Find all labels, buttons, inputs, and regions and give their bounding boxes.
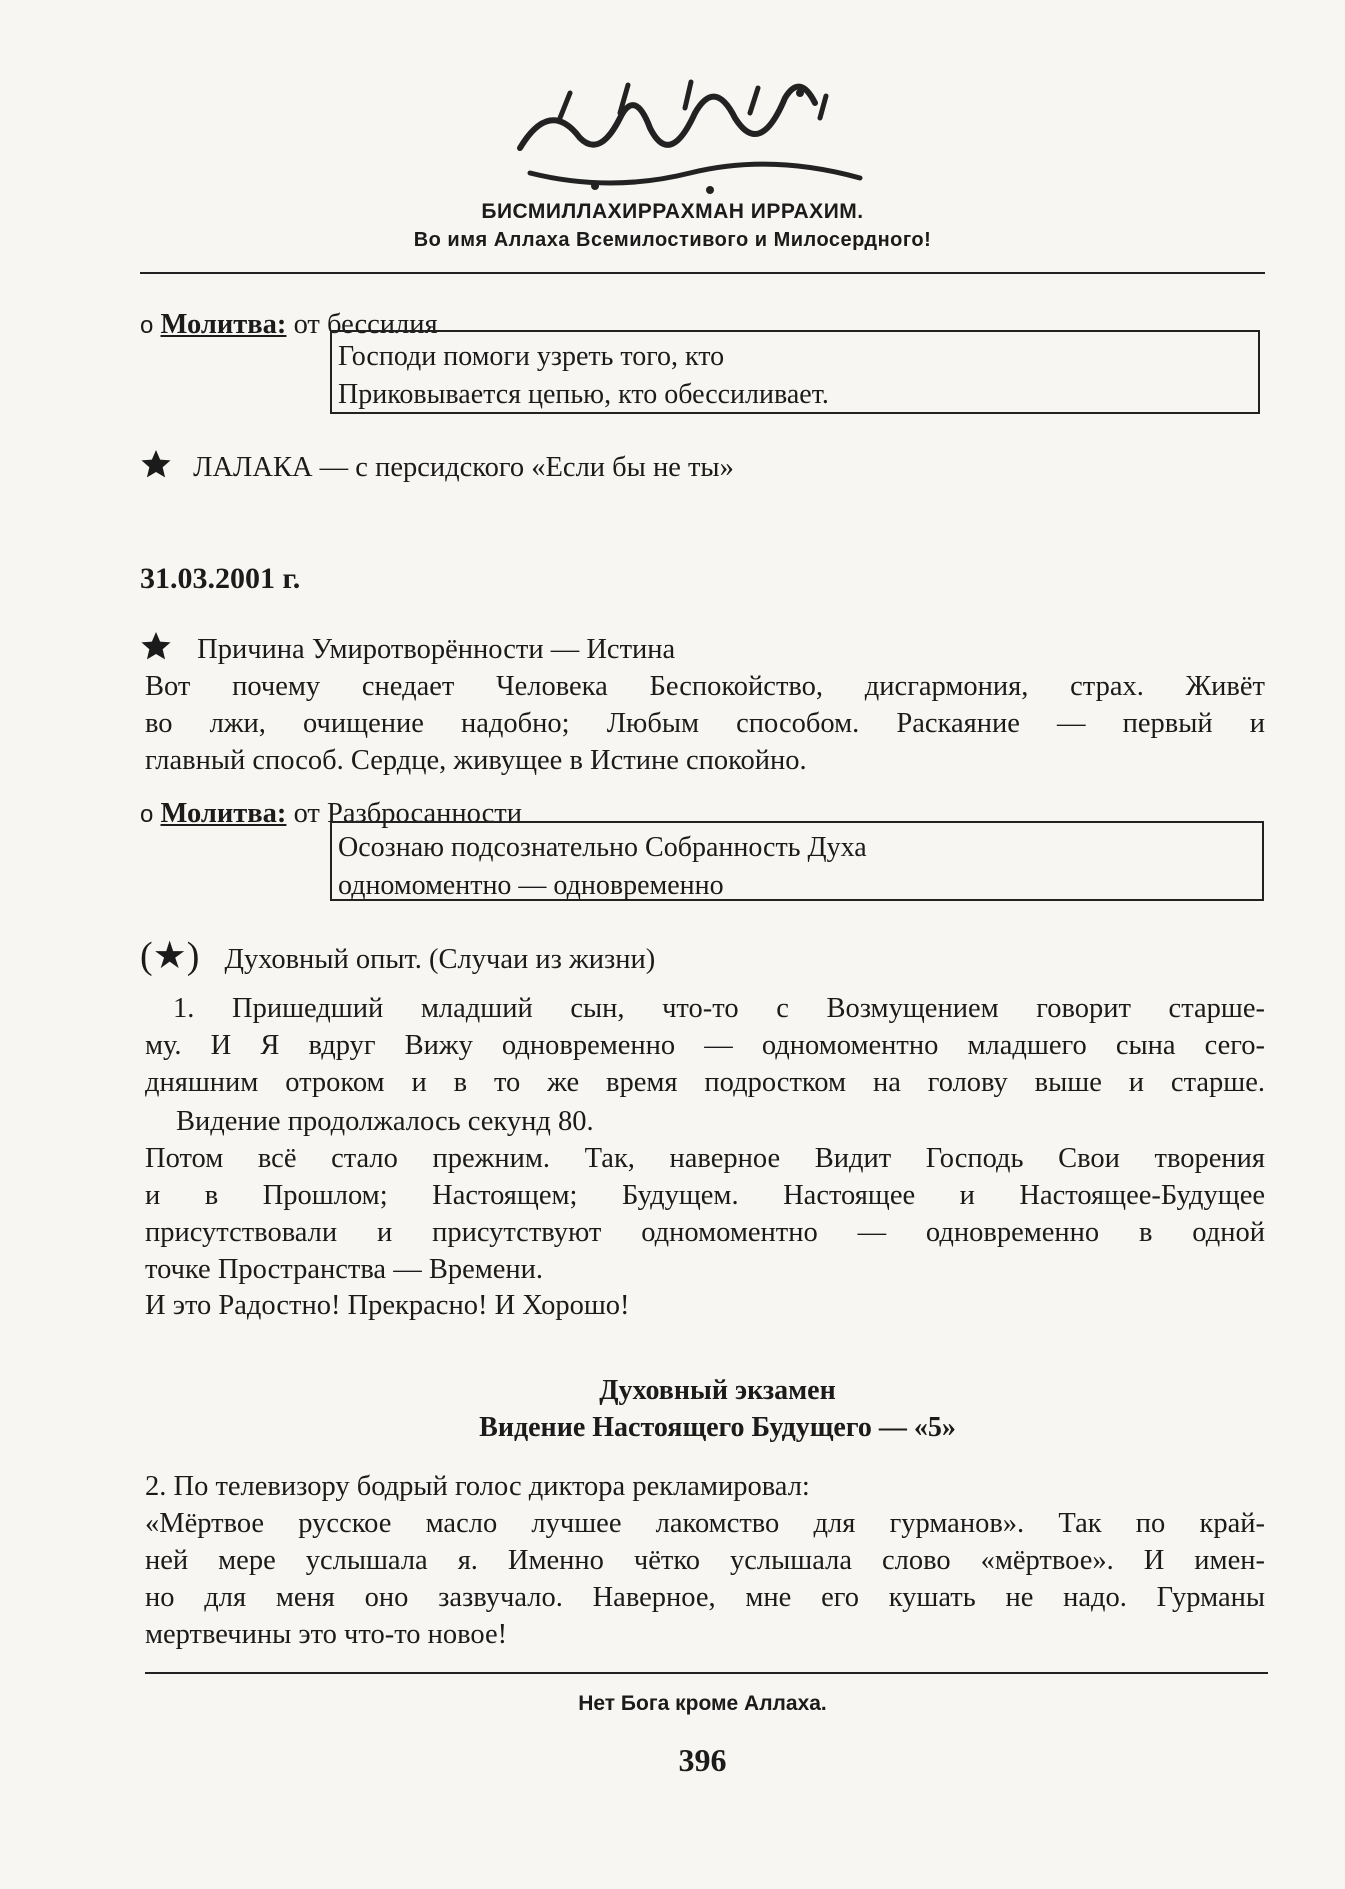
experience-paragraph-2: Видение продолжалось секунд 80. (176, 1106, 594, 1137)
prayer2-box-line: одномоментно — одновременно (338, 870, 724, 901)
exam-title: Духовный экзамен (599, 1375, 836, 1406)
paragraph-line: присутствовали и присутствуют одномоментно — одновременно в одной (145, 1217, 1265, 1248)
star-icon (140, 448, 172, 480)
prayer1-topic: от бессилия (293, 309, 438, 340)
star-icon (140, 630, 172, 662)
header-divider (140, 272, 1265, 274)
prayer2-label: Молитва: (160, 798, 287, 829)
experience-heading: Духовный опыт. (Случаи из жизни) (224, 944, 656, 975)
footer-divider (145, 1672, 1268, 1674)
lalaka-text: ЛАЛАКА — с персидского «Если бы не ты» (193, 452, 734, 483)
prayer2-box-line: Осознаю подсознательно Собранность Духа (338, 832, 867, 863)
prayer1-box-line: Приковывается цепью, кто обессиливает. (338, 379, 829, 410)
footer-motto: Нет Бога кроме Аллаха. (578, 1692, 827, 1715)
header-subtitle: Во имя Аллаха Всемилостивого и Милосердного! (413, 229, 932, 251)
exam-subtitle: Видение Настоящего Будущего — «5» (479, 1412, 956, 1443)
cause-heading-line (140, 630, 675, 669)
prayer2-box (330, 821, 1264, 901)
prayer2-topic: от Разбросанности (293, 798, 522, 829)
paragraph-line: и в Прошлом; Настоящем; Будущем. Настоящее и Настоящее-Будущее (145, 1180, 1265, 1211)
prayer1-label: Молитва: (160, 309, 287, 340)
paragraph-line: ней мере услышала я. Именно чётко услышала слово «мёртвое». И имен- (145, 1545, 1265, 1576)
experience-paragraph-4: И это Радостно! Прекрасно! И Хорошо! (145, 1290, 630, 1321)
paragraph-line: во лжи, очищение надобно; Любым способом. Раскаяние — первый и (145, 708, 1265, 739)
experience-heading-line (140, 937, 655, 979)
star-in-parens-icon: (★) (140, 935, 200, 977)
bismillah-calligraphy (500, 78, 880, 198)
paragraph-line: дняшним отроком и в то же время подростком на голову выше и старше. (145, 1067, 1265, 1098)
header-title: БИСМИЛЛАХИРРАХМАН ИРРАХИМ. (481, 200, 864, 223)
paragraph-line: Вот почему снедает Человека Беспокойство, дисгармония, страх. Живёт (145, 671, 1265, 702)
paragraph-line: 2. По телевизору бодрый голос диктора рекламировал: (145, 1471, 810, 1502)
prayer1-box (330, 330, 1260, 414)
experience-paragraph-3 (145, 1140, 1265, 1288)
paragraph-line: главный способ. Сердце, живущее в Истине спокойно. (145, 745, 807, 776)
entry-date: 31.03.2001 г. (140, 562, 301, 595)
item2-paragraph (145, 1468, 1265, 1653)
page-number: 396 (678, 1742, 727, 1778)
circle-bullet-icon: о (140, 801, 154, 828)
paragraph-line: «Мёртвое русское масло лучшее лакомство для гурманов». Так по край- (145, 1508, 1265, 1539)
lalaka-line (140, 448, 734, 487)
paragraph-line: му. И Я вдруг Вижу одновременно — одномоментно младшего сына сего- (145, 1030, 1265, 1061)
paragraph-line: Потом всё стало прежним. Так, наверное Видит Господь Свои творения (145, 1143, 1265, 1174)
paragraph-line: но для меня оно зазвучало. Наверное, мне его кушать не надо. Гурманы (145, 1582, 1265, 1613)
cause-paragraph (145, 668, 1265, 779)
prayer1-box-line: Господи помоги узреть того, кто (338, 341, 725, 372)
paragraph-line: 1. Пришедший младший сын, что-то с Возмущением говорит старше- (173, 993, 1265, 1024)
paragraph-line: мертвечины это что-то новое! (145, 1619, 508, 1650)
cause-heading: Причина Умиротворённости — Истина (197, 634, 676, 665)
paragraph-line: точке Пространства — Времени. (145, 1254, 544, 1285)
experience-paragraph-1 (145, 990, 1265, 1101)
circle-bullet-icon: о (140, 312, 154, 339)
